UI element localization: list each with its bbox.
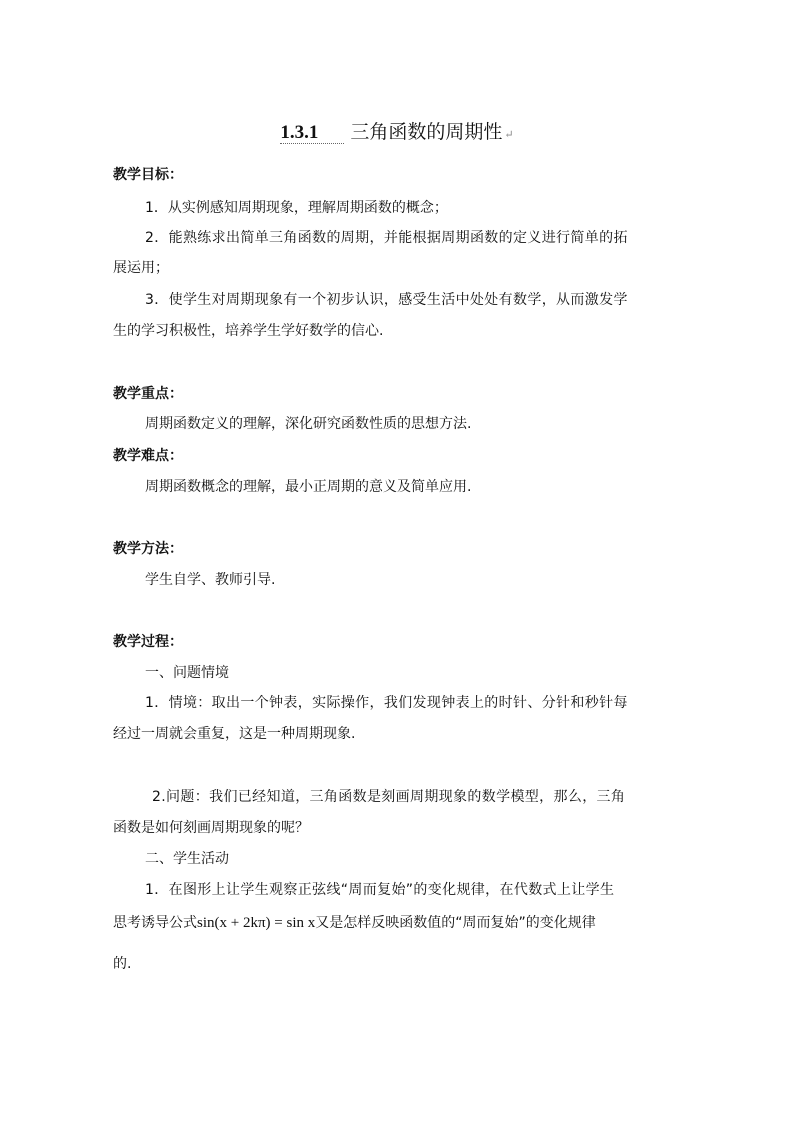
question-line-2: 函数是如何刻画周期现象的呢？ <box>113 820 309 836</box>
activity-line-2-suffix: 又是怎样反映函数值的“周而复始”的变化规律 <box>315 915 596 931</box>
difficulty-heading: 教学难点： <box>113 448 183 464</box>
goals-heading: 教学目标： <box>113 167 183 183</box>
part-one-heading: 一、问题情境 <box>145 665 229 681</box>
process-heading: 教学过程： <box>113 634 183 650</box>
difficulty-text: 周期函数概念的理解，最小正周期的意义及简单应用. <box>145 479 472 495</box>
question-line-1: 2.问题：我们已经知道，三角函数是刻画周期现象的数学模型，那么，三角 <box>152 789 626 805</box>
method-text: 学生自学、教师引导. <box>145 572 276 588</box>
key-points-text: 周期函数定义的理解，深化研究函数性质的思想方法. <box>145 416 472 432</box>
method-heading: 教学方法： <box>113 541 183 557</box>
activity-line-2 <box>113 912 596 934</box>
key-points-heading: 教学重点： <box>113 386 183 402</box>
goal-item-3-line-1: 3．使学生对周期现象有一个初步认识，感受生活中处处有数学，从而激发学 <box>145 292 628 308</box>
situation-line-1: 1．情境：取出一个钟表，实际操作，我们发现钟表上的时针、分针和秒针每 <box>145 695 628 711</box>
activity-line-3: 的. <box>113 956 132 972</box>
goal-item-2-line-1: 2．能熟练求出简单三角函数的周期，并能根据周期函数的定义进行简单的拓 <box>145 230 628 246</box>
section-number: 1.3.1 <box>280 122 344 144</box>
goal-item-2-line-2: 展运用； <box>113 260 169 276</box>
title-text: 三角函数的周期性 <box>350 121 503 143</box>
part-two-heading: 二、学生活动 <box>145 851 229 867</box>
situation-line-2: 经过一周就会重复，这是一种周期现象. <box>113 726 356 742</box>
induction-formula: sin(x + 2kπ) = sin x <box>197 915 316 931</box>
paragraph-mark-icon: ↵ <box>504 128 514 141</box>
document-title <box>0 118 794 149</box>
activity-line-2-prefix: 思考诱导公式 <box>113 915 197 931</box>
activity-line-1: 1．在图形上让学生观察正弦线“周而复始”的变化规律，在代数式上让学生 <box>145 882 615 898</box>
goal-item-1: 1．从实例感知周期现象，理解周期函数的概念； <box>145 200 448 216</box>
goal-item-3-line-2: 生的学习积极性，培养学生学好数学的信心. <box>113 323 384 339</box>
